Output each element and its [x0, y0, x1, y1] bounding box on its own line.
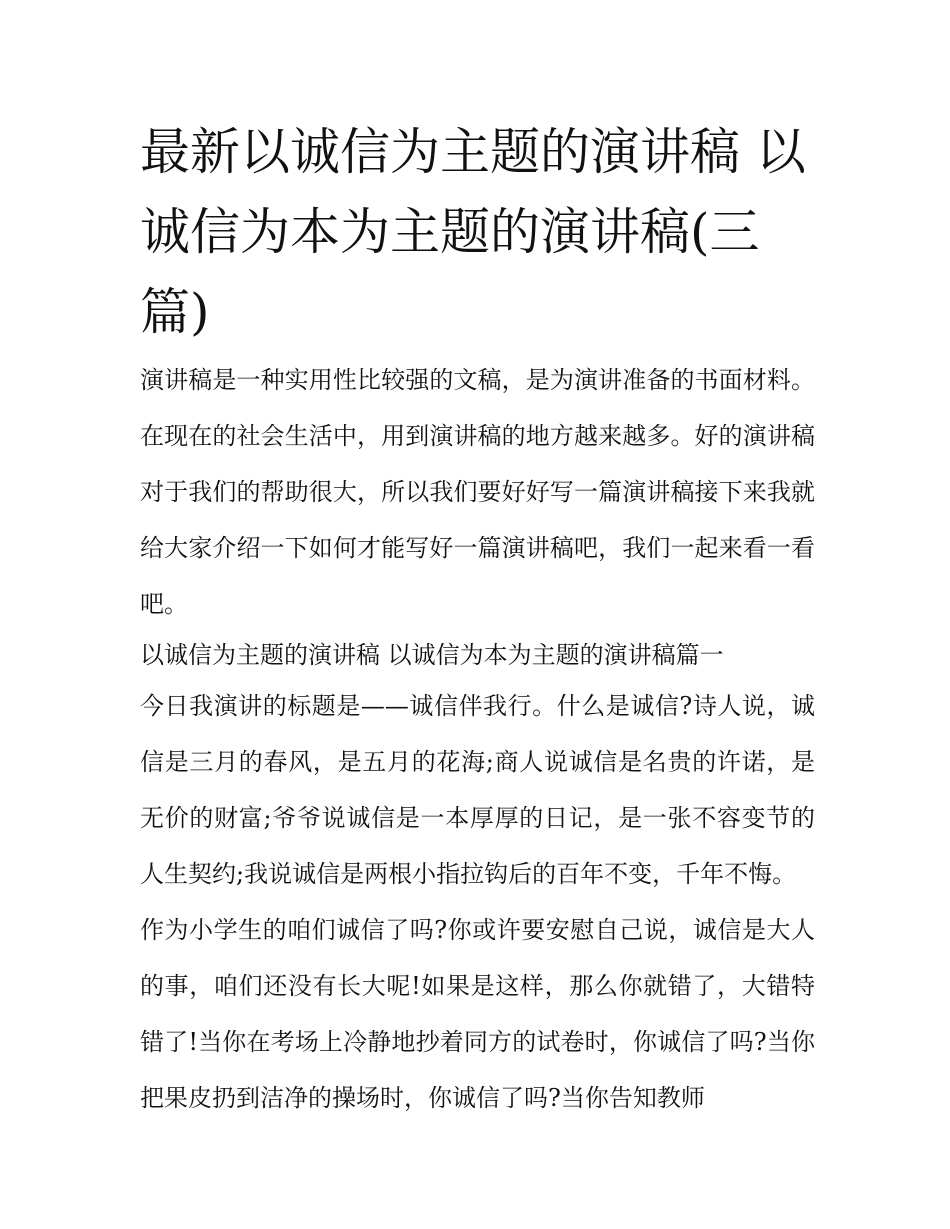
body-paragraph-2: 作为小学生的咱们诚信了吗?你或许要安慰自己说，诚信是大人的事，咱们还没有长大呢!如果是这样，那么你就错了，大错特错了!当你在考场上冷静地抄着同方的试卷时，你诚信了吗?当你把果皮扔到洁净的操场时，你诚信了吗?当你告知教师: [140, 916, 815, 1112]
document-title: 最新以诚信为主题的演讲稿 以诚信为本为主题的演讲稿(三篇): [140, 123, 806, 341]
section-heading: 以诚信为主题的演讲稿 以诚信为本为主题的演讲稿篇一: [140, 641, 724, 669]
document-body: [140, 352, 815, 1126]
body-paragraph-1: 今日我演讲的标题是——诚信伴我行。什么是诚信?诗人说，诚信是三月的春风，是五月的花海;商人说诚信是名贵的许诺，是无价的财富;爷爷说诚信是一本厚厚的日记，是一张不容变节的人生契约;我说诚信是两根小指拉钩后的百年不变，千年不悔。: [140, 692, 815, 888]
intro-paragraph: 演讲稿是一种实用性比较强的文稿，是为演讲准备的书面材料。在现在的社会生活中，用到演讲稿的地方越来越多。好的演讲稿对于我们的帮助很大，所以我们要好好写一篇演讲稿接下来我就给大家介绍一下如何才能写好一篇演讲稿吧，我们一起来看一看吧。: [140, 366, 815, 618]
